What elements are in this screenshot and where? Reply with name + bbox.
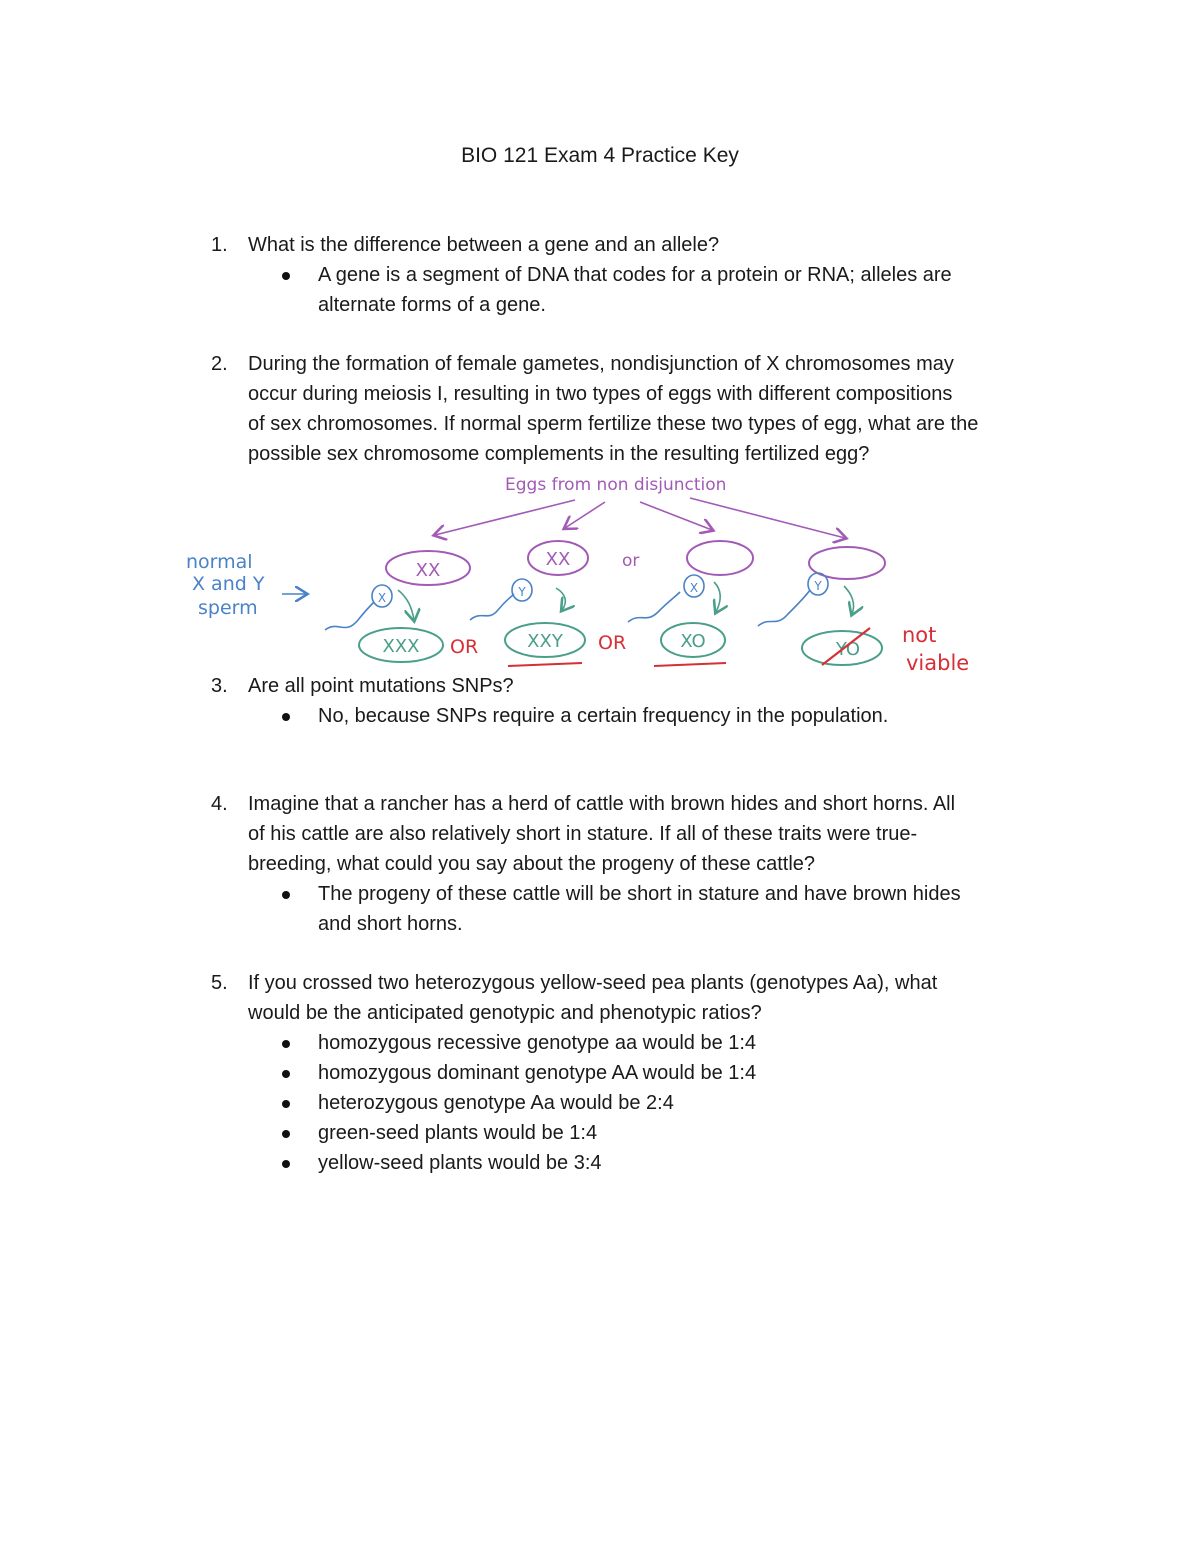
question-1-text: What is the difference between a gene and an allele?: [248, 234, 720, 256]
result-xxx-label: XXX: [382, 636, 420, 657]
question-4-line-2: of his cattle are also relatively short in stature. If all of these traits were true-: [248, 823, 918, 845]
nondisjunction-diagram: [0, 470, 1200, 685]
question-3-text: Are all point mutations SNPs?: [248, 675, 514, 697]
bullet-icon: [282, 272, 290, 280]
answer-5-item-2: homozygous dominant genotype AA would be 1:4: [318, 1062, 757, 1084]
not-viable-line-2: viable: [906, 651, 970, 675]
answer-3-line-1: No, because SNPs require a certain frequency in the population.: [318, 705, 889, 727]
sperm-1-label: X: [377, 591, 387, 605]
answer-5-item-4: green-seed plants would be 1:4: [318, 1122, 598, 1144]
bullet-icon: [282, 713, 290, 721]
question-2-line-4: possible sex chromosome complements in the resulting fertilized egg?: [248, 443, 870, 465]
question-4-line-3: breeding, what could you say about the progeny of these cattle?: [248, 853, 816, 875]
answer-1-line-1: A gene is a segment of DNA that codes for a protein or RNA; alleles are: [318, 264, 952, 286]
result-xo-label: XO: [680, 631, 706, 652]
sperm-tail-1: [325, 602, 374, 630]
result-yo-label: YO: [835, 639, 861, 660]
arrow-to-egg-3: [640, 502, 712, 530]
underline-xxy: [508, 663, 582, 666]
or-text-2: OR: [598, 632, 627, 654]
sperm-3-arrow: [714, 582, 720, 612]
arrow-to-egg-1: [435, 500, 575, 535]
underline-xo: [654, 663, 726, 666]
bullet-icon: [282, 1130, 290, 1138]
sperm-tail-2: [470, 594, 514, 620]
egg-empty-2: [809, 547, 885, 579]
egg-xx-2-label: XX: [545, 549, 571, 570]
sperm-2-label: Y: [518, 585, 526, 599]
answer-5-item-1: homozygous recessive genotype aa would be 1:4: [318, 1032, 757, 1054]
bullet-icon: [282, 891, 290, 899]
question-5-line-2: would be the anticipated genotypic and phenotypic ratios?: [248, 1002, 762, 1024]
egg-empty-1: [687, 541, 753, 575]
sperm-label-line-2: X and Y: [192, 573, 265, 595]
sperm-tail-4: [758, 590, 810, 626]
bullet-icon: [282, 1040, 290, 1048]
bullet-icon: [282, 1100, 290, 1108]
answer-5-item-5: yellow-seed plants would be 3:4: [318, 1152, 602, 1174]
egg-xx-1-label: XX: [415, 560, 441, 581]
sperm-4-arrow: [844, 586, 854, 614]
sperm-3-label: X: [689, 581, 699, 595]
sperm-2-arrow: [556, 588, 565, 610]
or-text-1: OR: [450, 636, 479, 658]
diagram-header: Eggs from non disjunction: [505, 475, 727, 495]
question-5-line-1: If you crossed two heterozygous yellow-seed pea plants (genotypes Aa), what: [248, 972, 938, 994]
egg-or-text: or: [622, 551, 640, 571]
sperm-tail-3: [628, 592, 680, 622]
sperm-label-line-1: normal: [186, 551, 253, 573]
answer-4-line-2: and short horns.: [318, 913, 463, 935]
answer-4-line-1: The progeny of these cattle will be short in stature and have brown hides: [318, 883, 961, 905]
not-viable-line-1: not: [902, 623, 937, 647]
question-1-number: 1.: [211, 234, 228, 256]
question-4-number: 4.: [211, 793, 228, 815]
question-2-line-3: of sex chromosomes. If normal sperm fertilize these two types of egg, what are the: [248, 413, 979, 435]
question-3-number: 3.: [211, 675, 228, 697]
answer-5-item-3: heterozygous genotype Aa would be 2:4: [318, 1092, 674, 1114]
answer-1-line-2: alternate forms of a gene.: [318, 294, 546, 316]
sperm-1-arrow: [398, 590, 414, 620]
arrow-to-egg-2: [565, 502, 605, 528]
arrow-to-egg-4: [690, 498, 845, 538]
question-2-line-2: occur during meiosis I, resulting in two types of eggs with different compositions: [248, 383, 953, 405]
bullet-icon: [282, 1070, 290, 1078]
sperm-4-label: Y: [814, 579, 822, 593]
question-2-number: 2.: [211, 353, 228, 375]
bullet-icon: [282, 1160, 290, 1168]
question-5-number: 5.: [211, 972, 228, 994]
result-xxy-label: XXY: [527, 631, 563, 652]
sperm-label-line-3: sperm: [198, 597, 258, 619]
question-4-line-1: Imagine that a rancher has a herd of cattle with brown hides and short horns. All: [248, 793, 956, 815]
page-title: BIO 121 Exam 4 Practice Key: [461, 144, 739, 167]
question-2-line-1: During the formation of female gametes, nondisjunction of X chromosomes may: [248, 353, 954, 375]
